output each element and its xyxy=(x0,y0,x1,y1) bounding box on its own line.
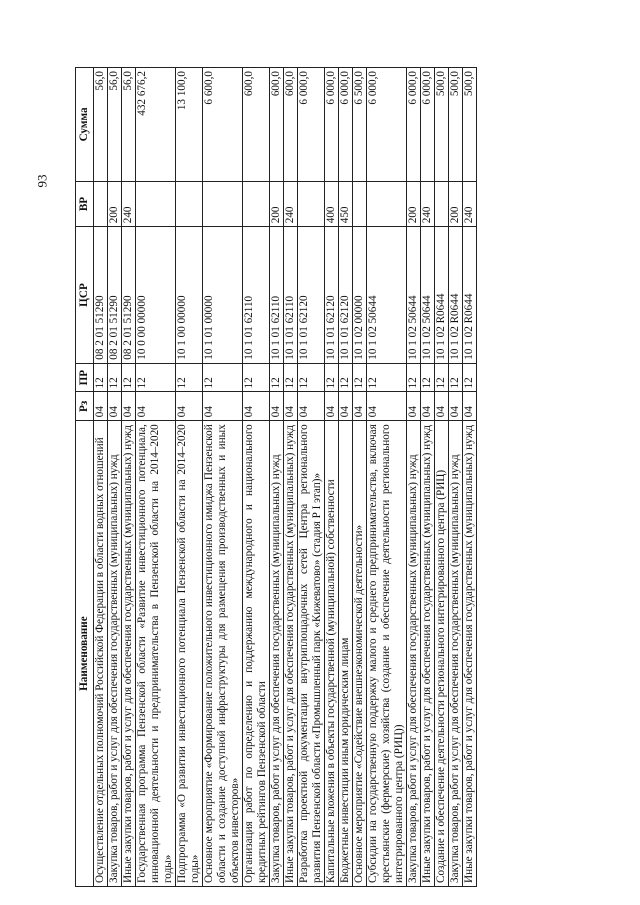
row-rz: 04 xyxy=(407,392,421,421)
row-pr: 12 xyxy=(243,363,270,392)
row-sum: 6 600,0 xyxy=(203,68,243,182)
row-sum: 6 000,0 xyxy=(339,68,353,182)
row-rz: 04 xyxy=(339,392,353,421)
table-row xyxy=(243,68,270,887)
row-name: Подпрограмма «О развитии инвестиционного потенциала Пензенской области на 2014–2020 годы» xyxy=(176,421,203,887)
row-rz: 04 xyxy=(176,392,203,421)
table-row xyxy=(325,68,339,887)
row-pr: 12 xyxy=(421,363,435,392)
row-vr xyxy=(176,181,203,227)
table-row xyxy=(449,68,463,887)
row-csr: 08 2 01 51290 xyxy=(108,227,122,364)
row-sum: 6 000,0 xyxy=(367,68,407,182)
row-vr: 450 xyxy=(339,181,353,227)
row-vr xyxy=(367,181,407,227)
row-sum: 56,0 xyxy=(122,68,136,182)
row-sum: 600,0 xyxy=(243,68,270,182)
row-pr: 12 xyxy=(367,363,407,392)
row-pr: 12 xyxy=(298,363,325,392)
header-pr: ПР xyxy=(76,363,94,392)
row-name: Закупка товаров, работ и услуг для обеспечения государственных (муниципальных) нужд xyxy=(449,421,463,887)
row-rz: 04 xyxy=(298,392,325,421)
row-name: Закупка товаров, работ и услуг для обеспечения государственных (муниципальных) нужд xyxy=(108,421,122,887)
row-csr: 10 1 02 R0644 xyxy=(449,227,463,364)
row-rz: 04 xyxy=(270,392,284,421)
row-name: Капитальные вложения в объекты государственной (муниципальной) собственности xyxy=(325,421,339,887)
row-name: Иные закупки товаров, работ и услуг для обеспечения государственных (муниципальных) нужд xyxy=(421,421,435,887)
row-sum: 500,0 xyxy=(449,68,463,182)
row-csr: 10 1 01 62110 xyxy=(270,227,284,364)
row-csr: 10 1 02 R0644 xyxy=(463,227,477,364)
row-name: Государственная программа Пензенской области «Развитие инвестиционного потенциала, инновационной деятельности и предпринимательства в Пензенской области на 2014–2020 годы» xyxy=(136,421,176,887)
table-row xyxy=(203,68,243,887)
table-row xyxy=(284,68,298,887)
table-row xyxy=(136,68,176,887)
row-vr xyxy=(136,181,176,227)
row-vr: 200 xyxy=(270,181,284,227)
row-sum: 432 676,2 xyxy=(136,68,176,182)
row-vr: 400 xyxy=(325,181,339,227)
row-pr: 12 xyxy=(353,363,367,392)
row-sum: 500,0 xyxy=(435,68,449,182)
row-sum: 6 500,0 xyxy=(353,68,367,182)
row-sum: 600,0 xyxy=(284,68,298,182)
table-row xyxy=(298,68,325,887)
row-name: Субсидии на государственную поддержку малого и среднего предпринимательства, включая крестьянские (фермерские) хозяйства (создание и обеспечение деятельности регионального интегрированного центра (РИЦ)) xyxy=(367,421,407,887)
header-sum: Сумма xyxy=(76,68,94,182)
row-vr xyxy=(243,181,270,227)
row-name: Закупка товаров, работ и услуг для обеспечения государственных (муниципальных) нужд xyxy=(407,421,421,887)
table-header-row xyxy=(76,68,94,887)
row-pr: 12 xyxy=(284,363,298,392)
header-csr: ЦСР xyxy=(76,227,94,364)
table-row xyxy=(122,68,136,887)
row-csr: 08 2 01 51290 xyxy=(122,227,136,364)
table-row xyxy=(463,68,477,887)
row-csr: 10 1 02 00000 xyxy=(353,227,367,364)
row-name: Разработка проектной документации внутриплощадочных сетей Центра регионального развития Пензенской области «Промышленный парк «Кижеватово» (стадия Р I этап)» xyxy=(298,421,325,887)
row-pr: 12 xyxy=(94,363,108,392)
row-pr: 12 xyxy=(449,363,463,392)
row-csr: 10 1 01 62120 xyxy=(339,227,353,364)
table-row xyxy=(407,68,421,887)
table-row xyxy=(435,68,449,887)
row-csr: 10 1 01 62120 xyxy=(298,227,325,364)
row-vr xyxy=(94,181,108,227)
row-vr: 200 xyxy=(108,181,122,227)
header-rz: Рз xyxy=(76,392,94,421)
row-pr: 12 xyxy=(270,363,284,392)
row-sum: 56,0 xyxy=(108,68,122,182)
table-row xyxy=(108,68,122,887)
row-csr: 10 1 01 62110 xyxy=(284,227,298,364)
row-pr: 12 xyxy=(203,363,243,392)
row-csr: 10 1 01 00000 xyxy=(203,227,243,364)
row-pr: 12 xyxy=(463,363,477,392)
row-csr: 10 1 02 R0644 xyxy=(435,227,449,364)
page-number: 93 xyxy=(34,174,50,188)
row-pr: 12 xyxy=(122,363,136,392)
row-sum: 56,0 xyxy=(94,68,108,182)
row-pr: 12 xyxy=(176,363,203,392)
row-pr: 12 xyxy=(108,363,122,392)
row-name: Иные закупки товаров, работ и услуг для обеспечения государственных (муниципальных) нужд xyxy=(284,421,298,887)
row-name: Закупка товаров, работ и услуг для обеспечения государственных (муниципальных) нужд xyxy=(270,421,284,887)
table-row xyxy=(353,68,367,887)
row-vr xyxy=(435,181,449,227)
table-row xyxy=(421,68,435,887)
row-csr: 10 1 02 50644 xyxy=(421,227,435,364)
row-vr: 200 xyxy=(407,181,421,227)
row-vr xyxy=(353,181,367,227)
row-csr: 10 0 00 00000 xyxy=(136,227,176,364)
table-row xyxy=(339,68,353,887)
row-vr: 240 xyxy=(284,181,298,227)
row-rz: 04 xyxy=(421,392,435,421)
row-rz: 04 xyxy=(284,392,298,421)
row-rz: 04 xyxy=(325,392,339,421)
row-sum: 6 000,0 xyxy=(325,68,339,182)
row-rz: 04 xyxy=(122,392,136,421)
row-sum: 6 000,0 xyxy=(298,68,325,182)
table-row xyxy=(367,68,407,887)
row-rz: 04 xyxy=(367,392,407,421)
row-vr: 240 xyxy=(122,181,136,227)
row-sum: 13 100,0 xyxy=(176,68,203,182)
row-vr xyxy=(203,181,243,227)
table-row xyxy=(270,68,284,887)
row-name: Иные закупки товаров, работ и услуг для обеспечения государственных (муниципальных) нужд xyxy=(122,421,136,887)
row-name: Бюджетные инвестиции иным юридическим лицам xyxy=(339,421,353,887)
row-vr xyxy=(298,181,325,227)
row-name: Основное мероприятие «Формирование положительного инвестиционного имиджа Пензенской области и создание доступной инфраструктуры для размещения производственных и иных объектов инвесторов» xyxy=(203,421,243,887)
row-sum: 6 000,0 xyxy=(407,68,421,182)
row-csr: 10 1 01 62110 xyxy=(243,227,270,364)
row-vr: 240 xyxy=(421,181,435,227)
row-name: Иные закупки товаров, работ и услуг для обеспечения государственных (муниципальных) нужд xyxy=(463,421,477,887)
row-name: Организация работ по определению и поддержанию международного и национального кредитных рейтингов Пензенской области xyxy=(243,421,270,887)
row-pr: 12 xyxy=(325,363,339,392)
row-rz: 04 xyxy=(353,392,367,421)
row-pr: 12 xyxy=(407,363,421,392)
row-csr: 10 1 02 50644 xyxy=(367,227,407,364)
row-rz: 04 xyxy=(203,392,243,421)
header-name: Наименование xyxy=(76,421,94,887)
row-name: Осуществление отдельных полномочий Российской Федерации в области водных отношений xyxy=(94,421,108,887)
row-csr: 10 1 00 00000 xyxy=(176,227,203,364)
row-sum: 500,0 xyxy=(463,68,477,182)
row-rz: 04 xyxy=(243,392,270,421)
row-vr: 240 xyxy=(463,181,477,227)
row-rz: 04 xyxy=(108,392,122,421)
row-pr: 12 xyxy=(435,363,449,392)
table-row xyxy=(94,68,108,887)
row-rz: 04 xyxy=(449,392,463,421)
row-rz: 04 xyxy=(136,392,176,421)
row-rz: 04 xyxy=(94,392,108,421)
row-name: Основное мероприятие «Содействие внешнеэкономической деятельности» xyxy=(353,421,367,887)
row-sum: 6 000,0 xyxy=(421,68,435,182)
row-sum: 600,0 xyxy=(270,68,284,182)
row-csr: 08 2 01 51290 xyxy=(94,227,108,364)
table-row xyxy=(176,68,203,887)
row-name: Создание и обеспечение деятельности регионального интегрированного центра (РИЦ) xyxy=(435,421,449,887)
row-rz: 04 xyxy=(435,392,449,421)
row-vr: 200 xyxy=(449,181,463,227)
row-rz: 04 xyxy=(463,392,477,421)
budget-table xyxy=(75,67,477,887)
header-vr: ВР xyxy=(76,181,94,227)
row-pr: 12 xyxy=(136,363,176,392)
row-csr: 10 1 01 62120 xyxy=(325,227,339,364)
row-pr: 12 xyxy=(339,363,353,392)
row-csr: 10 1 02 50644 xyxy=(407,227,421,364)
